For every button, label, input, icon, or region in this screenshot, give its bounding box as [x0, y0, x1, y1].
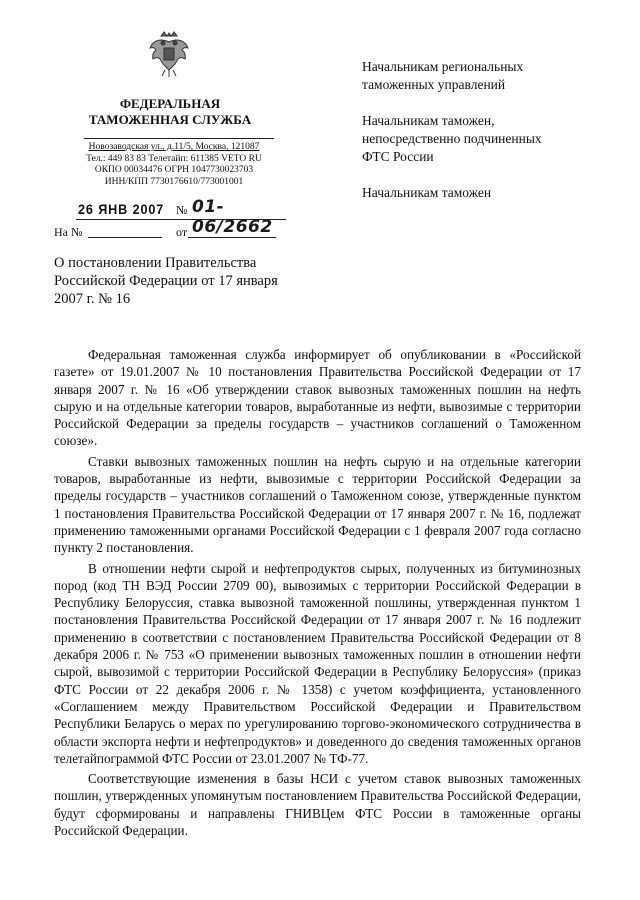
addressee-line: Начальникам таможен [362, 185, 492, 200]
addressee-line: ФТС России [362, 149, 434, 164]
addressee-line: Начальникам таможен, [362, 113, 495, 128]
addressee-direct-customs [362, 112, 602, 166]
registration-underline [76, 219, 286, 220]
agency-phones: Тел.: 449 83 83 Телетайп: 611385 VETO RU [86, 153, 262, 164]
agency-okpo-ogrn: ОКПО 00034476 ОГРН 1047730023703 [94, 165, 254, 175]
registration-date: 26 ЯНВ 2007 [78, 201, 165, 217]
addressee-regional-offices [362, 58, 602, 94]
agency-name-line2: ТАМОЖЕННАЯ СЛУЖБА [88, 112, 252, 127]
agency-name-line1: ФЕДЕРАЛЬНАЯ [119, 96, 221, 111]
body-paragraph: Федеральная таможенная служба информирует об опубликовании в «Российской газете» от 19.01.2007 № 10 постановления Правительства Российской Федерации от 17 января 2007 г. № 16 «Об утверждении ставок вывозных таможенных пошлин на нефть сырую и на отдельные категории товаров, выработанные из нефти, вывозимые с территории Российской Федерации за пределы государств – участников соглашений о Таможенном союзе». [54, 347, 581, 449]
letter-body [54, 346, 581, 842]
reference-date-blank [188, 237, 276, 238]
addressee-line: Начальникам региональных [362, 59, 524, 74]
registration-number-label: № [176, 203, 188, 217]
subject-line: 2007 г. № 16 [54, 291, 131, 307]
addressee-customs [362, 184, 602, 202]
coat-of-arms-icon [147, 30, 191, 80]
addressee-line: таможенных управлений [362, 77, 506, 92]
reference-from-label: от [176, 225, 188, 239]
agency-address: Новозаводская ул., д.11/5, Москва, 121087 [88, 142, 260, 152]
addressees-block [362, 58, 602, 220]
addressee-line: непосредственно подчиненных [362, 131, 542, 146]
letter-subject [54, 254, 294, 308]
agency-contacts [74, 142, 274, 188]
header-divider [84, 138, 274, 139]
reference-number-blank [88, 237, 162, 238]
registration-number: 01-06/2662 [192, 197, 273, 237]
agency-name [70, 96, 270, 128]
body-paragraph: Соответствующие изменения в базы НСИ с учетом ставок вывозных таможенных пошлин, утвержденных упомянутым постановлением Правительства Российской Федерации, будут сформированы и направлены ГНИВЦем ФТС России в таможенные органы Российской Федерации. [54, 771, 581, 839]
subject-line: Российской Федерации от 17 января [54, 273, 278, 289]
body-paragraph: В отношении нефти сырой и нефтепродуктов сырых, полученных из битуминозных пород (код ТН ВЭД России 2709 00), вывозимых с территории Российской Федерации в Республику Белоруссия, ставка вывозной таможенной пошлины, утвержденная пунктом 1 постановления Правительства Российской Федерации от 17 января 2007 г. № 16 подлежит применению в соответствии с постановлением Правительства Российской Федерации от 8 декабря 2006 г. № 753 «О применении вывозных таможенных пошлин в отношении нефти сырой, вывозимой с территории Российской Федерации в Республику Белоруссия» (приказ ФТС России от 22 декабря 2006 г. № 1358) с учетом коэффициента, установленного «Соглашением между Правительством Российской Федерации и Правительством Республики Беларусь о мерах по урегулированию торгово-экономического сотрудничества в области экспорта нефти и нефтепродуктов» и доведенного до сведения таможенных органов телетайпограммой ФТС России от 23.01.2007 № ТФ-77. [54, 560, 581, 766]
body-paragraph: Ставки вывозных таможенных пошлин на нефть сырую и на отдельные категории товаров, выработанные из нефти, вывозимые с территории Российской Федерации за пределы государств – участников соглашений о Таможенном союзе, утвержденные пунктом 1 постановления Правительства Российской Федерации от 17 января 2007 г. № 16, подлежат применению таможенными органами Российской Федерации с 1 февраля 2007 года согласно пункту 2 постановления. [54, 453, 581, 556]
reference-line [54, 225, 284, 241]
subject-line: О постановлении Правительства [54, 255, 257, 271]
reference-number-label: На № [54, 225, 83, 239]
agency-inn-kpp: ИНН/КПП 7730176610/773001001 [104, 176, 244, 187]
